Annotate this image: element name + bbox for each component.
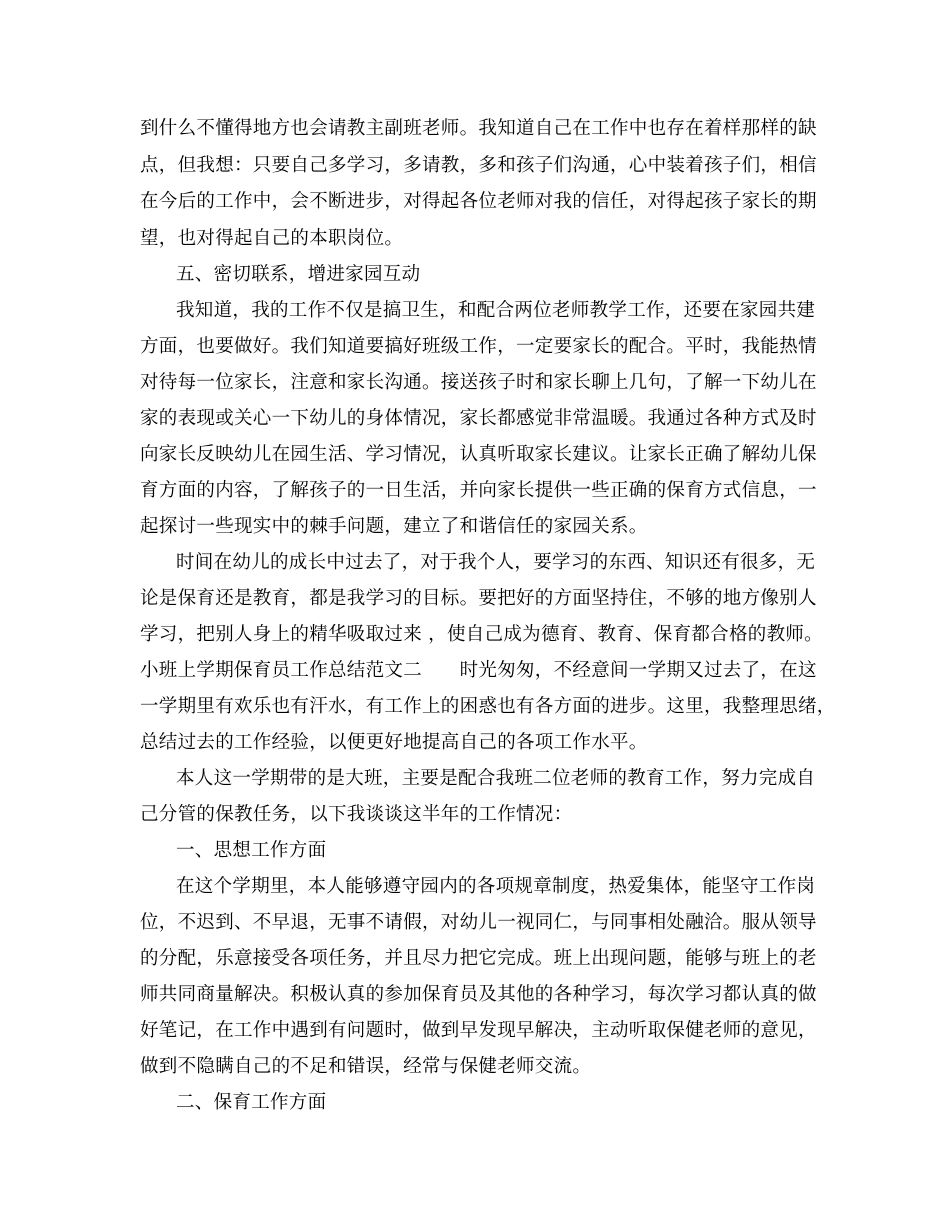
text-line: 总结过去的工作经验，以便更好地提高自己的各项工作水平。 [140,732,648,753]
text-line: 一学期里有欢乐也有汗水，有工作上的困惑也有各方面的进步。这里，我整理思绪， [140,696,836,717]
text-line: 家的表现或关心一下幼儿的身体情况，家长都感觉非常温暖。我通过各种方式及时 [140,408,817,429]
text-line: 的分配，乐意接受各项任务，并且尽力把它完成。班上出现问题，能够与班上的老 [140,948,817,969]
text-line: 对待每一位家长，注意和家长沟通。接送孩子时和家长聊上几句，了解一下幼儿在 [140,372,817,393]
text-line: 我知道，我的工作不仅是搞卫生，和配合两位老师教学工作，还要在家园共建 [176,300,816,321]
text-line: 好笔记，在工作中遇到有问题时，做到早发现早解决，主动听取保健老师的意见， [140,1020,817,1041]
text-line: 学习，把别人身上的精华吸取过来 ，使自己成为德育、教育、保育都合格的教师。 [140,624,823,645]
text-line: 点，但我想：只要自己多学习，多请教，多和孩子们沟通，心中装着孩子们，相信 [140,155,817,176]
text-line: 育方面的内容，了解孩子的一日生活，并向家长提供一些正确的保育方式信息，一 [140,480,817,501]
text-line: 小班上学期保育员工作总结范文二 时光匆匆，不经意间一学期又过去了，在这 [140,660,817,681]
text-line: 方面，也要做好。我们知道要搞好班级工作，一定要家长的配合。平时，我能热情 [140,336,817,357]
text-line: 在今后的工作中，会不断进步，对得起各位老师对我的信任，对得起孩子家长的期 [140,191,817,212]
text-line: 时间在幼儿的成长中过去了，对于我个人，要学习的东西、知识还有很多，无 [176,552,816,573]
text-line: 本人这一学期带的是大班，主要是配合我班二位老师的教育工作，努力完成自 [176,768,816,789]
text-line: 向家长反映幼儿在园生活、学习情况，认真听取家长建议。让家长正确了解幼儿保 [140,444,817,465]
text-line: 望，也对得起自己的本职岗位。 [140,228,404,249]
text-line: 己分管的保教任务，以下我谈谈这半年的工作情况： [140,804,573,825]
text-line: 师共同商量解决。积极认真的参加保育员及其他的各种学习，每次学习都认真的做 [140,984,817,1005]
text-line: 位，不迟到、不早退，无事不请假，对幼儿一视同仁，与同事相处融洽。服从领导 [140,912,817,933]
text-line: 论是保育还是教育，都是我学习的目标。要把好的方面坚持住，不够的地方像别人 [140,588,817,609]
text-line: 做到不隐瞒自己的不足和错误，经常与保健老师交流。 [140,1056,592,1077]
section-heading: 一、思想工作方面 [176,840,327,861]
section-heading: 二、保育工作方面 [176,1092,327,1113]
text-line: 起探讨一些现实中的棘手问题，建立了和谐信任的家园关系。 [140,516,648,537]
text-line: 在这个学期里，本人能够遵守园内的各项规章制度，热爱集体，能坚守工作岗 [176,876,816,897]
section-heading: 五、密切联系，增进家园互动 [176,264,421,285]
text-line: 到什么不懂得地方也会请教主副班老师。我知道自己在工作中也存在着样那样的缺 [140,118,817,139]
